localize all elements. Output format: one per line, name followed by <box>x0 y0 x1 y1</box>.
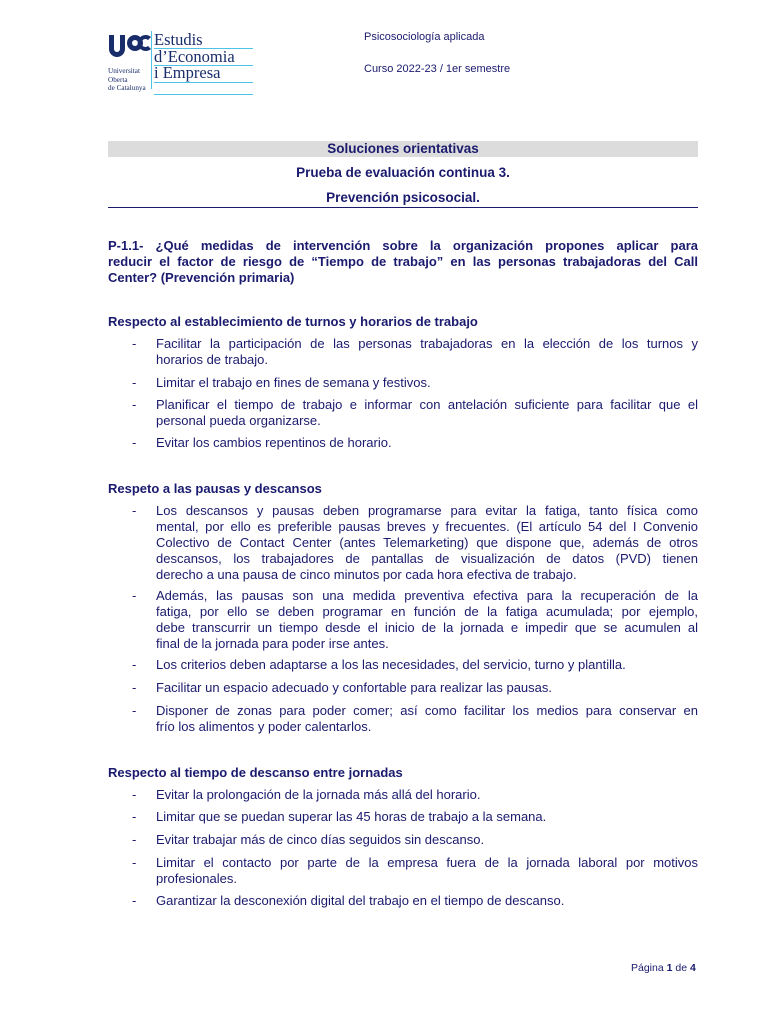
title-rule <box>108 207 698 208</box>
header-course: Curso 2022-23 / 1er semestre <box>364 63 511 75</box>
section-heading-breaks: Respeto a las pausas y descansos <box>108 481 322 496</box>
header-subject: Psicosociología aplicada <box>364 31 485 43</box>
title-solutions: Soluciones orientativas <box>327 141 479 156</box>
logo-divider <box>151 31 152 89</box>
logo-school-name: Estudis d’Economia i Empresa <box>154 30 235 82</box>
title-prevention: Prevención psicosocial. <box>326 190 480 205</box>
uoc-logo-mark <box>108 31 151 65</box>
uoc-logo <box>108 31 253 95</box>
section-heading-shifts: Respecto al establecimiento de turnos y horarios de trabajo <box>108 314 478 329</box>
page-number: Página 1 de 4 <box>631 962 696 974</box>
title-assessment: Prueba de evaluación continua 3. <box>296 165 510 180</box>
section-heading-rest: Respecto al tiempo de descanso entre jornadas <box>108 765 403 780</box>
question-text: P-1.1- ¿Qué medidas de intervención sobre la organización propones aplicar para reducir el factor de riesgo de “Tiempo de trabajo” en las personas trabajadoras del Call Center? (Prevención primaria) <box>108 238 698 285</box>
logo-university-name: Universitat Oberta de Catalunya <box>108 67 146 92</box>
